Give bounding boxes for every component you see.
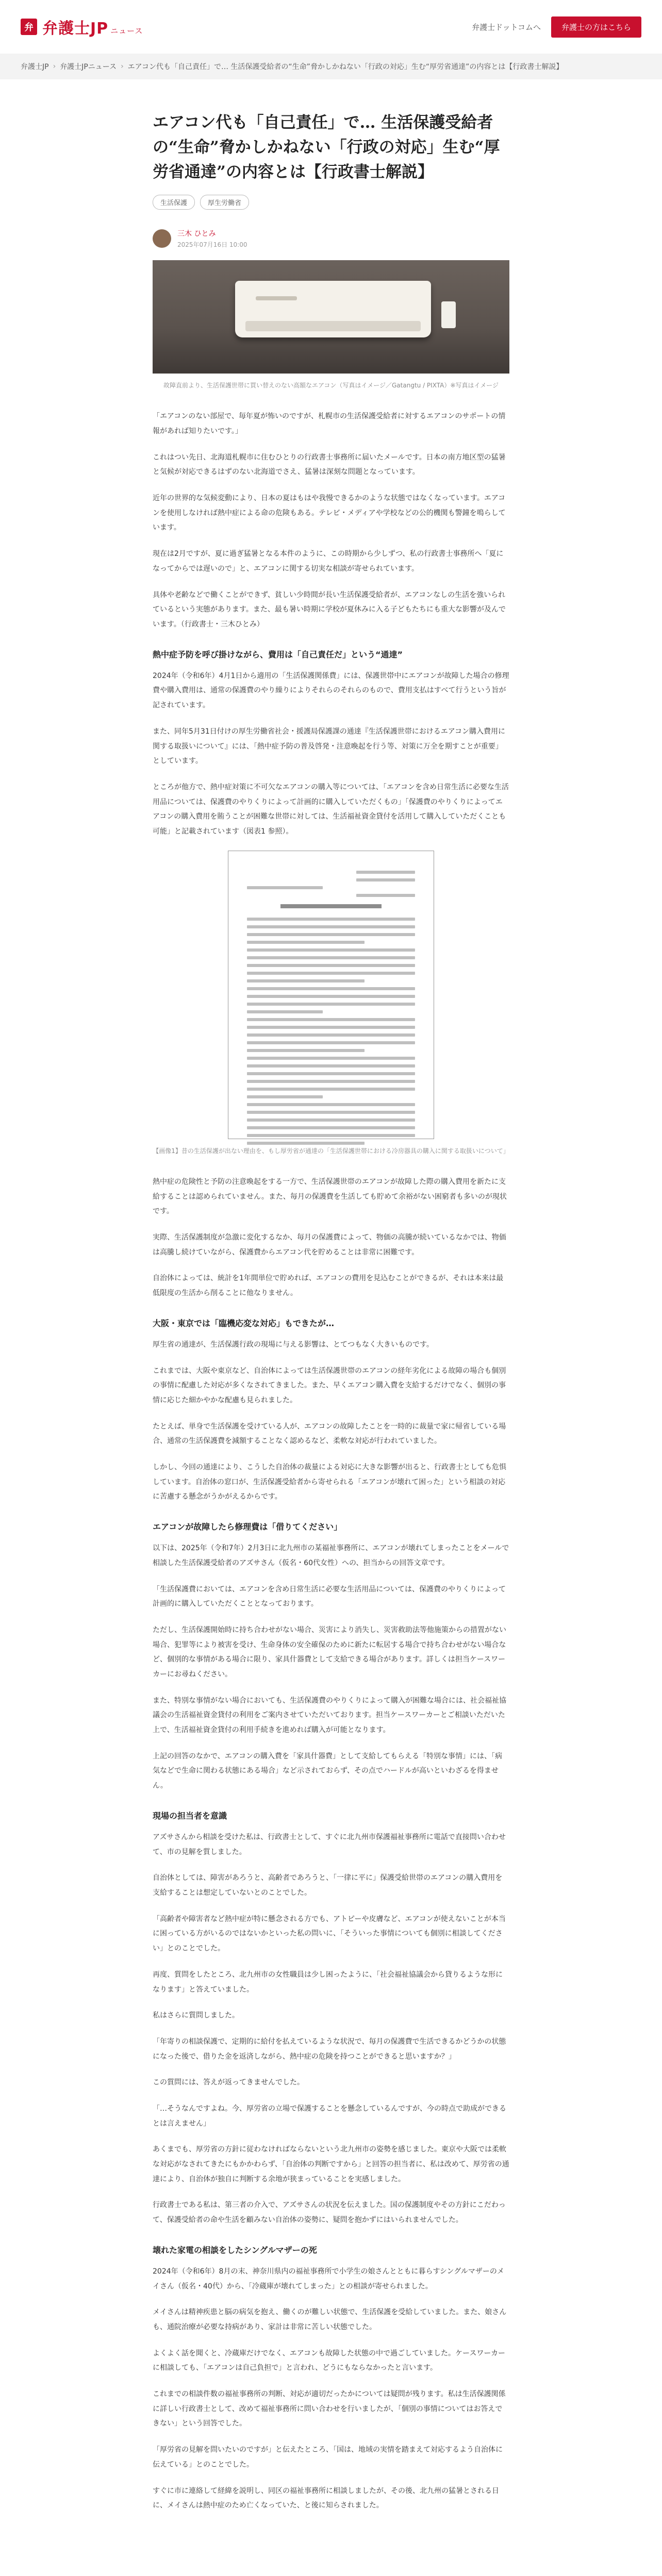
- author-block: [153, 228, 509, 249]
- paragraph: また、同年5月31日付けの厚生労働省社会・援護局保護課の通達『生活保護世帯におけるエアコン購入費用に関する取扱いについて』には、「熱中症予防の普及啓発・注意喚起を行う等、対策に万全を期すことが重要」としています。: [153, 727, 506, 766]
- publish-date: 2025年07月16日 10:00: [177, 241, 247, 249]
- paragraph: 「年寄りの相談保護で、定期的に給付を払えているような状況で、毎月の保護費で生活できるかどうかの状態になった後で、借りた金を返済しながら、熱中症の危険を持つことができると思いますか？」: [153, 2037, 506, 2061]
- avatar[interactable]: [153, 229, 171, 248]
- paragraph: これまでの相談件数の福祉事務所の判断、対応が適切だったかについては疑問が残ります。私は生活保護関係に詳しい行政書士として、改めて福祉事務所に問い合わせを行いましたが、「個別の事情についてはお答えできない」という回答でした。: [153, 2390, 506, 2428]
- paragraph: 熱中症の危険性と予防の注意喚起をする一方で、生活保護世帯のエアコンが故障した際の購入費用を新たに支給することは認められていません。また、毎月の保護費を生活しても貯めて余裕がない困窮者も多いのが現状です。: [153, 1177, 507, 1216]
- paragraph: 上記の回答のなかで、エアコンの購入費を「家具什器費」として支給してもらえる「特別な事情」には、「病気などで生命に関わる状態にある場合」など示されておらず、その点でハードルが高いといわざるを得ません。: [153, 1752, 503, 1790]
- author-name[interactable]: 三木 ひとみ: [177, 230, 216, 239]
- bengo4-link[interactable]: 弁護士ドットコムへ: [472, 22, 541, 32]
- breadcrumb-news[interactable]: 弁護士JPニュース: [60, 63, 117, 71]
- hero-image: [153, 260, 509, 374]
- paragraph: メイさんは精神疾患と脳の病気を抱え、働くのが難しい状態で、生活保護を受給していました。また、娘さんも、通院治療が必要な持病があり、家計は非常に苦しい状態でした。: [153, 2308, 507, 2332]
- header-actions: [472, 16, 641, 38]
- section-heading: 大阪・東京では「臨機応変な対応」もできたが…: [153, 1318, 335, 1328]
- paragraph: 私はさらに質問しました。: [153, 2011, 239, 2020]
- paragraph: ところが他方で、熱中症対策に不可欠なエアコンの購入等については、「エアコンを含め日常生活に必要な生活用品については、保護費のやりくりによって計画的に購入していただくもの」「保護費のやりくりによってエアコンの購入費用を賄うことが困難な世帯に対しては、生活福祉資金貸付を活用して購入していただくことも可能」と記載されています（図表1 参照）。: [153, 783, 509, 836]
- logo-subtitle: ニュース: [110, 26, 143, 36]
- paragraph: 「…そうなんですよね。今、厚労省の立場で保護することを懸念しているんですが、今の時点で助成ができるとは言えません」: [153, 2104, 506, 2128]
- notice-document-image: [228, 851, 434, 1139]
- document-caption: 【画像1】昔の生活保護が出ない理由を、もし厚労省が通達の「生活保護世帯における冷房器具の購入に関する取扱いについて」: [153, 1147, 509, 1155]
- section-heading: 熱中症予防を呼び掛けながら、費用は「自己責任だ」という“通達”: [153, 649, 403, 659]
- paragraph: すぐに市に連絡して経緯を説明し、同区の福祉事務所に相談しましたが、その後、北九州の猛暑とされる日に、メイさんは熱中症のため亡くなっていた、と後に知らされました。: [153, 2486, 499, 2510]
- paragraph: 再度、質問をしたところ、北九州市の女性職員は少し困ったように、「社会福祉協議会から貸りるような形になります」と答えていました。: [153, 1970, 503, 1994]
- paragraph: 具体や老齢などで働くことができず、貧しい少時間が長い生活保護受給者が、エアコンなしの生活を強いられているという実態があります。また、最も暑い時期に学校が夏休みに入る子どもたちにも重大な影響が及んでいます。（行政書士・三木ひとみ）: [153, 590, 506, 629]
- logo-text: [42, 15, 143, 38]
- paragraph: 「エアコンのない部屋で、毎年夏が怖いのですが、札幌市の生活保護受給者に対するエアコンのサポートの情報があれば知りたいです。」: [153, 412, 506, 436]
- paragraph: 行政書士である私は、第三者の介入で、アズサさんの状況を伝えました。国の保護制度やその方針にこだわって、保護受給者の命や生活を顧みない自治体の姿勢に、疑問を抱かずにはいられませんでした。: [153, 2201, 506, 2225]
- paragraph: よくよく話を聞くと、冷蔵庫だけでなく、エアコンも故障した状態の中で過ごしていました。ケースワーカーに相談しても、「エアコンは自己負担で」と言われ、どうにもならなかったと言います。: [153, 2349, 506, 2372]
- logo-title: 弁護士JP: [42, 20, 109, 38]
- breadcrumb: [0, 54, 662, 79]
- paragraph: ただし、生活保護開始時に持ち合わせがない場合、災害により消失し、災害救助法等他施策からの措置がない場合、犯罪等により被害を受け、生命身体の安全確保のために新たに転居する場合で持ち合わせがない場合など、個別的な事情がある場合に限り、家具什器費として支給できる場合があります。詳しくは担当ケースワーカーにお尋ねください。: [153, 1625, 506, 1679]
- paragraph: この質問には、答えが返ってきませんでした。: [153, 2078, 304, 2087]
- notice-document-figure: [153, 851, 509, 1139]
- paragraph: 厚生省の通達が、生活保護行政の現場に与える影響は、とてつもなく大きいものです。: [153, 1340, 434, 1349]
- paragraph: あくまでも、厚労省の方針に従わなければならないという北九州市の姿勢を感じました。東京や大阪では柔軟な対応がなされてきたにもかかわらず、「自治体の判断ですから」と回答の担当者に、私は改めて、厚労省の通達により、自治体が独自に判断する余地が狭まっていることを実感しました。: [153, 2145, 509, 2183]
- paragraph: 現在は2月ですが、夏に過ぎ猛暑となる本件のように、この時期から少しずつ、私の行政書士事務所へ「夏になってからでは遅いので」と、エアコンに関する切実な相談が寄せられています。: [153, 550, 504, 573]
- lawyer-login-button[interactable]: 弁護士の方はこちら: [551, 16, 641, 38]
- breadcrumb-home[interactable]: 弁護士JP: [21, 63, 49, 71]
- air-conditioner-vent: [245, 321, 421, 331]
- article: [153, 79, 509, 2513]
- breadcrumb-separator-icon: ›: [121, 62, 124, 71]
- tag-list: [153, 195, 509, 210]
- paragraph: これはつい先日、北海道札幌市に住むひとりの行政書士事務所に届いたメールです。日本の南方地区型の猛暑と気候が対応できるはずのない北海道でさえ、猛暑は深刻な問題となっています。: [153, 453, 506, 477]
- site-logo[interactable]: [21, 15, 143, 38]
- air-conditioner-logo: [256, 296, 297, 300]
- paragraph: 自治体としては、障害があろうと、高齢者であろうと、「一律に平に」保護受給世帯のエアコンの購入費用を支給することは想定していないとのことでした。: [153, 1874, 503, 1897]
- remote-control-image: [441, 301, 456, 328]
- hero-image-caption: 故障直前より、生活保護世帯に買い替えのない高額なエアコン（写真はイメージ／Gatangtu / PIXTA）※写真はイメージ: [163, 382, 499, 389]
- paragraph: たとえば、単身で生活保護を受けている人が、エアコンの故障したことを一時的に裁量で家に帰省している場合、通常の生活保護費を減額することなく認めるなど、柔軟な対応が行われていました。: [153, 1422, 506, 1446]
- section-heading: 壊れた家電の相談をしたシングルマザーの死: [153, 2245, 317, 2255]
- logo-mark-icon: 弁: [21, 19, 37, 35]
- paragraph: 「高齢者や障害者など熱中症が特に懸念される方でも、アトピーや皮膚など、エアコンが使えないことが本当に困っている方がいるのではないかといった私の問いに、「そういった事情についても個別に相談してください」とのことでした。: [153, 1914, 506, 1953]
- breadcrumb-current: エアコン代も「自己責任」で… 生活保護受給者の“生命”脅かしかねない「行政の対応」生む“厚労省通達”の内容とは【行政書士解説】: [127, 63, 564, 71]
- paragraph: 「厚労省の見解を問いたいのですが」と伝えたところ、「国は、地域の実情を踏まえて対応するよう自治体に伝えている」とのことでした。: [153, 2446, 503, 2469]
- paragraph: 近年の世界的な気候変動により、日本の夏はもはや我慢できるかのような状態ではなくなっています。エアコンを使用しなければ熱中症による命の危険もある。テレビ・メディアや学校などの公的機関も警鐘を鳴らしています。: [153, 494, 506, 532]
- paragraph: これまでは、大阪や東京など、自治体によっては生活保護世帯のエアコンの経年劣化による故障の場合も個別の事情に配慮した対応が多くなされてきました。また、早くエアコン購入費を支給するだけでなく、個別の事情に応じた細かやかな配慮も見られました。: [153, 1366, 506, 1404]
- paragraph: 自治体によっては、統計を1年間単位で貯めれば、エアコンの費用を見込むことができるが、それは本来は最低限度の生活から削ることに他なりません。: [153, 1274, 504, 1297]
- article-title: エアコン代も「自己責任」で… 生活保護受給者の“生命”脅かしかねない「行政の対応」生む“厚労省通達”の内容とは【行政書士解説】: [153, 113, 500, 182]
- section-heading: エアコンが故障したら修理費は「借りてください」: [153, 1522, 342, 1532]
- paragraph: 以下は、2025年（令和7年）2月3日に北九州市の某福祉事務所に、エアコンが壊れてしまったことをメールで相談した生活保護受給者のアズサさん（仮名・60代女性）への、担当からの回答文章です。: [153, 1544, 509, 1567]
- tag-mhlw[interactable]: 厚生労働省: [200, 195, 249, 210]
- paragraph: しかし、今回の通達により、こうした自治体の裁量による対応に大きな影響が出ると、行政書士としても危惧しています。自治体の窓口が、生活保護受給者から寄せられる「エアコンが壊れて困った」という相談の対応に苦慮する懸念がうかがえるからです。: [153, 1463, 506, 1501]
- tag-seikatsu-hogo[interactable]: 生活保護: [153, 195, 195, 210]
- section-heading: 現場の担当者を意識: [153, 1810, 227, 1821]
- breadcrumb-separator-icon: ›: [53, 62, 56, 71]
- paragraph: アズサさんから相談を受けた私は、行政書士として、すぐに北九州市保護福祉事務所に電話で直接問い合わせて、市の見解を質しました。: [153, 1833, 506, 1856]
- paragraph: 実際、生活保護制度が急激に変化するなか、毎月の保護費によって、物価の高騰が続いているなかでは、物価は高騰し続けていながら、保護費からエアコン代を貯めることは非常に困難です。: [153, 1233, 506, 1257]
- site-header: [0, 0, 662, 54]
- paragraph: また、特別な事情がない場合においても、生活保護費のやりくりによって購入が困難な場合には、社会福祉協議会の生活福祉資金貸付の利用をご案内させていただいております。担当ケースワーカーとご相談いただいた上で、生活福祉資金貸付の利用手続きを進めれば購入が可能となります。: [153, 1696, 506, 1735]
- paragraph: 2024年（令和6年）4月1日から適用の「生活保護関係費」には、保護世帯中にエアコンが故障した場合の修理費や購入費用は、通常の保護費のやり繰りによりそれらのそれらのもので、費用支払はすべて行うという旨が記されています。: [153, 671, 509, 710]
- paragraph: 2024年（令和6年）8月の末、神奈川県内の福祉事務所で小学生の娘さんとともに暮らすシングルマザーのメイさん（仮名・40代）から、「冷蔵庫が壊れてしまった」との相談が寄せられました。: [153, 2267, 504, 2291]
- paragraph: 「生活保護費においては、エアコンを含め日常生活に必要な生活用品については、保護費のやりくりによって計画的に購入していただくこととなっております。: [153, 1585, 506, 1608]
